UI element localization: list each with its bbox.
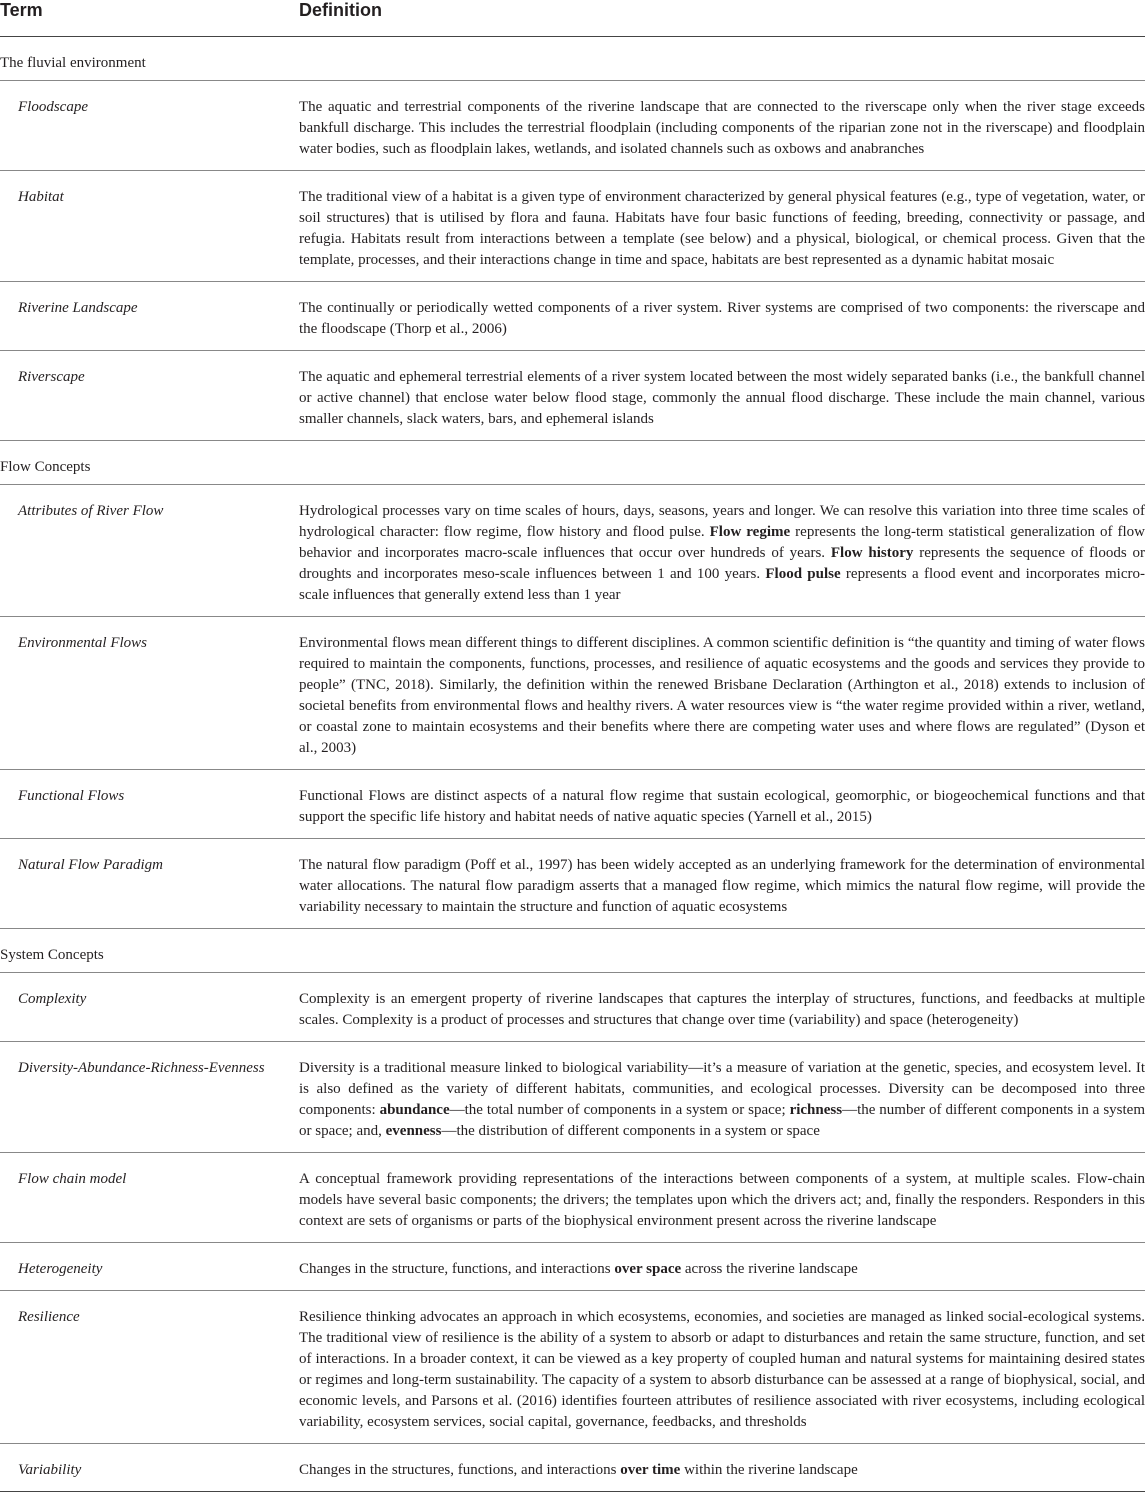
term-cell: Complexity [0, 973, 299, 1042]
section-title: The fluvial environment [0, 37, 1145, 81]
definition-cell: Environmental flows mean different things to different disciplines. A common scientific definition is “the quantity and timing of water flows required to maintain the components, functions, processes, and resilience of aquatic ecosystems and the goods and services they provide to people” (TNC, 2018). Similarly, the definition within the renewed Brisbane Declaration (Arthington et al., 2018) extends to inclusion of societal benefits from environmental flows and healthy rivers. A water resources view is “the water regime provided within a river, wetland, or coastal zone to maintain ecosystems and their benefits where there are competing water uses and where flows are regulated” (Dyson et al., 2003) [299, 617, 1145, 770]
table-row [0, 1153, 1145, 1243]
definition-column-header: Definition [299, 0, 1145, 37]
table-row [0, 485, 1145, 617]
term-cell: Functional Flows [0, 770, 299, 839]
term-cell: Habitat [0, 171, 299, 282]
term-cell: Riverscape [0, 351, 299, 441]
definition-cell: Complexity is an emergent property of riverine landscapes that captures the interplay of structures, functions, and feedbacks at multiple scales. Complexity is a product of processes and structures that change over time (variability) and space (heterogeneity) [299, 973, 1145, 1042]
definition-cell: Resilience thinking advocates an approach in which ecosystems, economies, and societies are managed as linked social-ecological systems. The traditional view of resilience is the ability of a system to absorb or adapt to disturbances and retain the same structure, function, and set of interactions. In a broader context, it can be viewed as a key property of coupled human and natural systems for maintaining desired states or regimes and long-term sustainability. The capacity of a system to absorb disturbance can be assessed at a range of biophysical, social, and economic levels, and Parsons et al. (2016) identifies fourteen attributes of resilience associated with river ecosystems, including ecological variability, ecosystem services, social capital, governance, feedbacks, and thresholds [299, 1291, 1145, 1444]
section-row [0, 37, 1145, 81]
table-row [0, 1291, 1145, 1444]
table-row [0, 1243, 1145, 1291]
bold-term: richness [789, 1102, 843, 1118]
term-cell: Floodscape [0, 81, 299, 171]
table-row [0, 839, 1145, 929]
bold-term: Flood pulse [765, 566, 841, 582]
table-body [0, 37, 1145, 1492]
definition-cell: Changes in the structures, functions, and interactions over time within the riverine landscape [299, 1444, 1145, 1492]
bold-term: evenness [385, 1123, 442, 1139]
table-row [0, 973, 1145, 1042]
table-row [0, 351, 1145, 441]
table-row [0, 171, 1145, 282]
definition-cell: Changes in the structure, functions, and interactions over space across the riverine landscape [299, 1243, 1145, 1291]
section-row [0, 929, 1145, 973]
definition-cell: Functional Flows are distinct aspects of a natural flow regime that sustain ecological, geomorphic, or biogeochemical functions and that support the specific life history and habitat needs of native aquatic species (Yarnell et al., 2015) [299, 770, 1145, 839]
table-row [0, 770, 1145, 839]
definition-cell: The continually or periodically wetted components of a river system. River systems are comprised of two components: the riverscape and the floodscape (Thorp et al., 2006) [299, 282, 1145, 351]
definition-cell: The traditional view of a habitat is a given type of environment characterized by general physical features (e.g., type of vegetation, water, or soil structures) that is utilised by flora and fauna. Habitats have four basic functions of feeding, breeding, connectivity or passage, and refugia. Habitats result from interactions between a template (see below) and a physical, biological, or chemical process. Given that the template, processes, and their interactions change in time and space, habitats are best represented as a dynamic habitat mosaic [299, 171, 1145, 282]
table-row [0, 1042, 1145, 1153]
term-cell: Diversity-Abundance-Richness-Evenness [0, 1042, 299, 1153]
bold-term: over time [620, 1462, 681, 1478]
table-row [0, 282, 1145, 351]
table-row [0, 1444, 1145, 1492]
definition-cell: Hydrological processes vary on time scales of hours, days, seasons, years and longer. We can resolve this variation into three time scales of hydrological character: flow regime, flow history and flood pulse. Flow regime represents the long-term statistical generalization of flow behavior and incorporates macro-scale influences that occur over hundreds of years. Flow history represents the sequence of floods or droughts and incorporates meso-scale influences between 1 and 100 years. Flood pulse represents a flood event and incorporates micro-scale influences that generally extend less than 1 year [299, 485, 1145, 617]
table-row [0, 81, 1145, 171]
term-cell: Natural Flow Paradigm [0, 839, 299, 929]
bold-term: Flow regime [709, 524, 791, 540]
term-cell: Environmental Flows [0, 617, 299, 770]
bold-term: Flow history [830, 545, 914, 561]
term-cell: Resilience [0, 1291, 299, 1444]
definition-cell: A conceptual framework providing representations of the interactions between components of a system, at multiple scales. Flow-chain models have several basic components; the drivers; the templates upon which the drivers act; and, finally the responders. Responders in this context are sets of organisms or parts of the biophysical environment present across the riverine landscape [299, 1153, 1145, 1243]
definition-cell: Diversity is a traditional measure linked to biological variability—it’s a measure of variation at the genetic, species, and ecosystem level. It is also defined as the variety of different habitats, communities, and ecological processes. Diversity can be decomposed into three components: abundance—the total number of components in a system or space; richness—the number of different components in a system or space; and, evenness—the distribution of different components in a system or space [299, 1042, 1145, 1153]
term-cell: Heterogeneity [0, 1243, 299, 1291]
term-cell: Riverine Landscape [0, 282, 299, 351]
section-row [0, 441, 1145, 485]
term-cell: Variability [0, 1444, 299, 1492]
section-title: Flow Concepts [0, 441, 1145, 485]
term-cell: Attributes of River Flow [0, 485, 299, 617]
term-cell: Flow chain model [0, 1153, 299, 1243]
definition-cell: The aquatic and ephemeral terrestrial elements of a river system located between the most widely separated banks (i.e., the bankfull channel or active channel) that enclose water below flood stage, commonly the annual flood discharge. These include the main channel, various smaller channels, slack waters, bars, and ephemeral islands [299, 351, 1145, 441]
definition-cell: The natural flow paradigm (Poff et al., 1997) has been widely accepted as an underlying framework for the determination of environmental water allocations. The natural flow paradigm asserts that a managed flow regime, which mimics the natural flow regime, will provide the variability necessary to maintain the structure and function of aquatic ecosystems [299, 839, 1145, 929]
table-row [0, 617, 1145, 770]
section-title: System Concepts [0, 929, 1145, 973]
bold-term: abundance [379, 1102, 450, 1118]
term-column-header: Term [0, 0, 299, 37]
header-row [0, 0, 1145, 37]
definition-cell: The aquatic and terrestrial components of the riverine landscape that are connected to the riverscape only when the river stage exceeds bankfull discharge. This includes the terrestrial floodplain (including components of the riparian zone not in the riverscape) and floodplain water bodies, such as floodplain lakes, wetlands, and isolated channels such as oxbows and anabranches [299, 81, 1145, 171]
bold-term: over space [614, 1261, 682, 1277]
